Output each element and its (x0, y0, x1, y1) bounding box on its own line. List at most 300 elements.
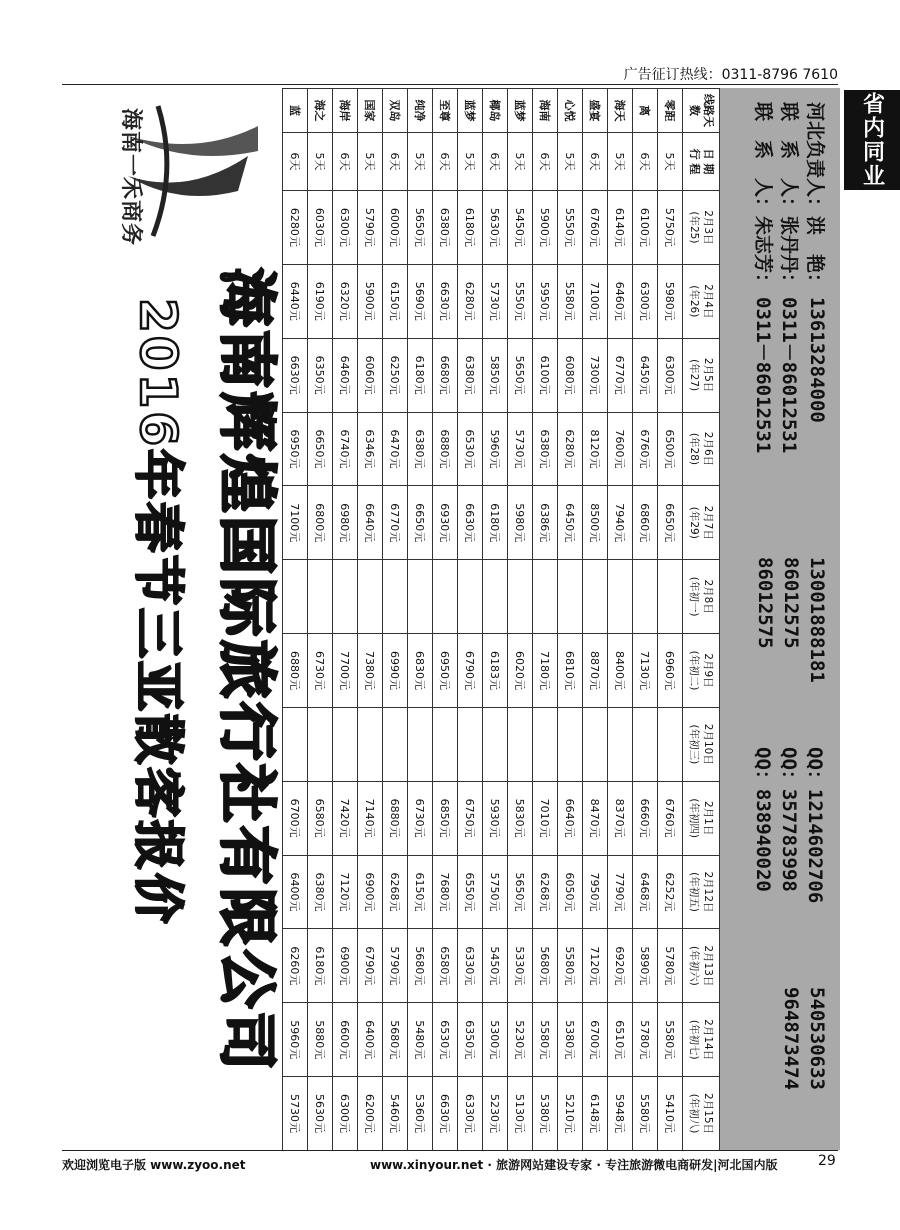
price-cell: 6330元 (458, 1077, 483, 1150)
price-cell: 6760元 (658, 781, 683, 855)
price-cell: 6830元 (408, 634, 433, 708)
price-cell: 5960元 (283, 1003, 308, 1077)
route-days: 5天 (458, 133, 483, 191)
date-header: 2月5日 (年27) (683, 338, 720, 412)
price-cell: 6183元 (483, 634, 508, 708)
price-cell: 6380元 (408, 412, 433, 486)
date-header: 2月1日 (年初四) (683, 781, 720, 855)
date-header: 2月6日 (年28) (683, 412, 720, 486)
price-cell: 6580元 (308, 781, 333, 855)
price-cell: 6190元 (308, 264, 333, 338)
logo-text: 海南一禾商务 (118, 108, 143, 247)
date-header: 2月4日 (年26) (683, 264, 720, 338)
price-cell: 7120元 (583, 929, 608, 1003)
price-cell: 6330元 (458, 929, 483, 1003)
price-cell: 6468元 (633, 855, 658, 929)
price-cell: 6960元 (658, 634, 683, 708)
price-cell: 6510元 (608, 1003, 633, 1077)
price-cell: 6386元 (533, 486, 558, 560)
price-cell: 5360元 (408, 1077, 433, 1150)
price-cell: 6350元 (458, 1003, 483, 1077)
price-cell: 5790元 (358, 191, 383, 265)
price-cell: 6950元 (283, 412, 308, 486)
price-cell: 6580元 (433, 929, 458, 1003)
price-cell: 6300元 (658, 338, 683, 412)
price-cell: 8470元 (583, 781, 608, 855)
price-cell: 6300元 (333, 191, 358, 265)
route-days: 5天 (658, 133, 683, 191)
date-header: 2月12日 (年初五) (683, 855, 720, 929)
price-cell: 6680元 (433, 338, 458, 412)
contact-qq2: 964873474 (780, 987, 802, 1090)
price-cell (533, 560, 558, 634)
price-cell: 6980元 (333, 486, 358, 560)
table-row (608, 89, 633, 1151)
price-cell: 5890元 (633, 929, 658, 1003)
price-cell: 6150元 (408, 855, 433, 929)
route-name: 纯净 (408, 89, 433, 133)
price-cell: 5450元 (483, 929, 508, 1003)
contact-name: 联 系 人：张丹丹： (778, 102, 801, 293)
price-cell: 6150元 (383, 264, 408, 338)
price-cell: 5830元 (508, 781, 533, 855)
price-cell: 6060元 (358, 338, 383, 412)
contact-name: 河北负责人：洪 艳： (804, 102, 827, 293)
price-cell: 6530元 (458, 412, 483, 486)
price-cell: 6268元 (383, 855, 408, 929)
price-cell: 7940元 (608, 486, 633, 560)
contact-mobile: 13613284000 (806, 297, 828, 423)
price-cell: 5900元 (533, 191, 558, 265)
price-cell (458, 707, 483, 781)
price-cell: 6630元 (433, 1077, 458, 1150)
price-cell: 6900元 (358, 855, 383, 929)
price-cell: 8400元 (608, 634, 633, 708)
price-cell: 6630元 (433, 264, 458, 338)
price-cell: 6770元 (383, 486, 408, 560)
route-days: 6天 (483, 133, 508, 191)
contact-row (778, 102, 804, 1090)
table-row (333, 89, 358, 1151)
price-cell: 6760元 (583, 191, 608, 265)
route-name: 零距 (658, 89, 683, 133)
price-cell: 6180元 (308, 929, 333, 1003)
price-cell: 5450元 (508, 191, 533, 265)
price-cell: 6650元 (408, 486, 433, 560)
route-name: 蓝梦 (458, 89, 483, 133)
contact-list (752, 102, 830, 1090)
price-cell: 7140元 (358, 781, 383, 855)
price-cell: 5580元 (658, 1003, 683, 1077)
price-cell: 7300元 (583, 338, 608, 412)
price-cell: 6350元 (308, 338, 333, 412)
price-cell: 5780元 (658, 929, 683, 1003)
price-cell (333, 707, 358, 781)
price-cell: 6470元 (383, 412, 408, 486)
price-cell: 6380元 (533, 412, 558, 486)
contact-phone: 13001888181 (806, 557, 828, 683)
route-days: 5天 (508, 133, 533, 191)
route-name: 蓝 (283, 89, 308, 133)
price-cell: 5130元 (508, 1077, 533, 1150)
table-row (508, 89, 533, 1151)
price-cell: 6920元 (608, 929, 633, 1003)
price-cell: 5300元 (483, 1003, 508, 1077)
route-days: 5天 (308, 133, 333, 191)
price-cell: 6268元 (533, 855, 558, 929)
price-cell: 5410元 (658, 1077, 683, 1150)
price-cell: 8370元 (608, 781, 633, 855)
date-header: 2月7日 (年29) (683, 486, 720, 560)
price-cell: 6530元 (433, 1003, 458, 1077)
price-cell: 6100元 (533, 338, 558, 412)
price-cell: 5580元 (558, 264, 583, 338)
price-cell: 6850元 (433, 781, 458, 855)
contact-name: 联 系 人：朱志芳： (752, 102, 775, 293)
price-cell: 6770元 (608, 338, 633, 412)
price-cell (608, 560, 633, 634)
price-cell: 7420元 (333, 781, 358, 855)
price-cell: 5630元 (483, 191, 508, 265)
price-cell: 5210元 (558, 1077, 583, 1150)
section-tab[interactable] (844, 90, 900, 190)
price-cell: 5948元 (608, 1077, 633, 1150)
price-cell: 5580元 (558, 929, 583, 1003)
route-name: 海岸 (333, 89, 358, 133)
title-area (62, 88, 308, 1150)
price-table (282, 88, 720, 1150)
date-header: 2月3日 (年25) (683, 191, 720, 265)
footer-website-link[interactable]: 欢迎浏览电子版 www.zyoo.net (62, 1158, 246, 1172)
price-cell: 5930元 (483, 781, 508, 855)
price-cell (458, 560, 483, 634)
route-name: 蓝梦 (508, 89, 533, 133)
contact-panel (720, 88, 840, 1150)
price-cell: 5960元 (483, 412, 508, 486)
price-cell (408, 707, 433, 781)
price-cell (558, 560, 583, 634)
price-cell: 8870元 (583, 634, 608, 708)
route-name: 心悦 (558, 89, 583, 133)
contact-phone: 86012575 (754, 557, 776, 649)
price-cell (608, 707, 633, 781)
price-cell: 5580元 (633, 1077, 658, 1150)
price-cell: 6630元 (283, 338, 308, 412)
price-cell: 6400元 (358, 1003, 383, 1077)
price-cell: 5650元 (408, 191, 433, 265)
price-cell: 6880元 (383, 781, 408, 855)
price-cell (383, 707, 408, 781)
price-cell: 6250元 (383, 338, 408, 412)
quote-subtitle: 2016年春节三亚散客报价 (129, 298, 187, 927)
price-cell: 5230元 (483, 1077, 508, 1150)
contact-mobile: 0311－86012531 (752, 297, 775, 454)
price-cell: 7130元 (633, 634, 658, 708)
price-cell (308, 707, 333, 781)
price-cell: 6700元 (583, 1003, 608, 1077)
route-days: 5天 (408, 133, 433, 191)
price-cell (358, 707, 383, 781)
price-cell: 5730元 (483, 264, 508, 338)
date-header: 2月13日 (年初六) (683, 929, 720, 1003)
route-days: 6天 (633, 133, 658, 191)
route-days: 6天 (433, 133, 458, 191)
section-tab-label: 省内同业 (859, 92, 885, 188)
price-cell: 5680元 (383, 1003, 408, 1077)
table-row (483, 89, 508, 1151)
price-cell: 7180元 (533, 634, 558, 708)
price-cell (358, 560, 383, 634)
price-cell: 6740元 (333, 412, 358, 486)
price-cell: 6300元 (333, 1077, 358, 1150)
price-cell: 5980元 (658, 264, 683, 338)
price-cell: 6650元 (308, 412, 333, 486)
price-cell: 6640元 (358, 486, 383, 560)
price-cell (658, 707, 683, 781)
price-cell: 5480元 (408, 1003, 433, 1077)
price-cell: 5730元 (508, 412, 533, 486)
price-cell: 6600元 (333, 1003, 358, 1077)
price-cell: 5950元 (533, 264, 558, 338)
price-cell (433, 560, 458, 634)
price-cell: 7120元 (333, 855, 358, 929)
table-row (558, 89, 583, 1151)
route-name: 海之 (308, 89, 333, 133)
price-cell: 5980元 (508, 486, 533, 560)
price-cell: 6880元 (283, 634, 308, 708)
route-name: 海南 (533, 89, 558, 133)
price-cell: 6200元 (358, 1077, 383, 1150)
price-cell: 6180元 (483, 486, 508, 560)
price-cell: 7700元 (333, 634, 358, 708)
contact-qq: QQ：838940020 (752, 747, 775, 892)
table-row (658, 89, 683, 1151)
price-cell (583, 707, 608, 781)
price-cell: 6400元 (283, 855, 308, 929)
price-cell: 6252元 (658, 855, 683, 929)
price-cell: 6020元 (508, 634, 533, 708)
table-row (433, 89, 458, 1151)
price-cell: 6450元 (558, 486, 583, 560)
price-cell: 6630元 (458, 486, 483, 560)
table-row (308, 89, 333, 1151)
date-header: 2月8日 (年初一) (683, 560, 720, 634)
route-days: 5天 (608, 133, 633, 191)
route-days: 5天 (558, 133, 583, 191)
table-row (533, 89, 558, 1151)
price-cell: 6380元 (458, 338, 483, 412)
table-row (458, 89, 483, 1151)
contact-row (804, 102, 830, 1090)
price-cell (383, 560, 408, 634)
price-table-box (288, 88, 720, 1150)
route-name: 至尊 (433, 89, 458, 133)
route-days: 6天 (333, 133, 358, 191)
contact-qq: QQ：357783998 (778, 747, 801, 892)
route-name: 国家 (358, 89, 383, 133)
price-cell: 6700元 (283, 781, 308, 855)
price-cell: 6300元 (633, 264, 658, 338)
route-days: 6天 (383, 133, 408, 191)
price-cell: 6460元 (608, 264, 633, 338)
price-cell: 7600元 (608, 412, 633, 486)
price-cell (308, 560, 333, 634)
date-header: 2月10日 (年初三) (683, 707, 720, 781)
price-cell: 5680元 (408, 929, 433, 1003)
price-cell: 5790元 (383, 929, 408, 1003)
price-cell (433, 707, 458, 781)
price-cell: 6460元 (333, 338, 358, 412)
price-cell (633, 707, 658, 781)
price-cell: 6810元 (558, 634, 583, 708)
price-cell: 6860元 (633, 486, 658, 560)
price-cell: 6760元 (633, 412, 658, 486)
price-cell: 7950元 (583, 855, 608, 929)
company-name: 海南辉煌国际旅行社有限公司 (213, 268, 281, 1075)
table-row (383, 89, 408, 1151)
price-cell: 5650元 (508, 855, 533, 929)
price-cell: 6380元 (308, 855, 333, 929)
price-cell: 5380元 (533, 1077, 558, 1150)
price-cell: 6140元 (608, 191, 633, 265)
price-cell: 6440元 (283, 264, 308, 338)
rotated-content (62, 88, 840, 1150)
price-cell (558, 707, 583, 781)
price-cell: 6148元 (583, 1077, 608, 1150)
price-cell: 6280元 (458, 264, 483, 338)
price-cell (583, 560, 608, 634)
route-days: 5天 (358, 133, 383, 191)
price-cell: 6260元 (283, 929, 308, 1003)
price-cell: 5650元 (508, 338, 533, 412)
contact-qq2: 540530633 (806, 987, 828, 1090)
price-cell: 5750元 (483, 855, 508, 929)
price-cell: 5460元 (383, 1077, 408, 1150)
contact-phone: 86012575 (780, 557, 802, 649)
route-name: 盛宴 (583, 89, 608, 133)
price-cell: 5230元 (508, 1003, 533, 1077)
price-cell: 5580元 (533, 1003, 558, 1077)
price-cell: 5630元 (308, 1077, 333, 1150)
rotated-canvas (62, 88, 840, 1150)
contact-mobile: 0311－86012531 (778, 297, 801, 454)
price-cell: 5550元 (558, 191, 583, 265)
price-cell: 6900元 (333, 929, 358, 1003)
page-number: 29 (818, 1153, 836, 1169)
price-cell: 6100元 (633, 191, 658, 265)
bottom-divider (62, 1150, 838, 1151)
route-name: 双岛 (383, 89, 408, 133)
price-cell: 6650元 (658, 486, 683, 560)
price-cell: 6080元 (558, 338, 583, 412)
table-row (633, 89, 658, 1151)
table-row (408, 89, 433, 1151)
price-cell: 5880元 (308, 1003, 333, 1077)
price-cell (508, 560, 533, 634)
price-cell: 5380元 (558, 1003, 583, 1077)
price-cell: 6730元 (408, 781, 433, 855)
header-route-days: 线路天数 (683, 89, 720, 133)
price-cell: 6750元 (458, 781, 483, 855)
price-cell (533, 707, 558, 781)
price-cell: 6790元 (358, 929, 383, 1003)
price-cell: 6500元 (658, 412, 683, 486)
contact-qq: QQ：1214602706 (804, 747, 827, 904)
price-cell: 5900元 (358, 264, 383, 338)
price-cell: 5850元 (483, 338, 508, 412)
price-cell: 6930元 (433, 486, 458, 560)
route-name: 离 (633, 89, 658, 133)
price-cell: 7790元 (608, 855, 633, 929)
price-cell: 6950元 (433, 634, 458, 708)
price-cell: 8500元 (583, 486, 608, 560)
price-cell: 6380元 (433, 191, 458, 265)
price-cell: 6050元 (558, 855, 583, 929)
price-cell: 6180元 (408, 338, 433, 412)
date-header: 2月9日 (年初二) (683, 634, 720, 708)
price-cell: 6320元 (333, 264, 358, 338)
table-row (358, 89, 383, 1151)
route-days: 6天 (533, 133, 558, 191)
footer-slogan: www.xinyour.net · 旅游网站建设专家 · 专注旅游微电商研发|河北国内版 (370, 1158, 778, 1172)
price-cell: 5680元 (533, 929, 558, 1003)
price-cell: 5550元 (508, 264, 533, 338)
price-cell: 6640元 (558, 781, 583, 855)
date-header: 2月14日 (年初七) (683, 1003, 720, 1077)
price-cell: 6800元 (308, 486, 333, 560)
price-cell: 5750元 (658, 191, 683, 265)
price-cell (508, 707, 533, 781)
price-cell: 5730元 (283, 1077, 308, 1150)
price-cell: 5780元 (633, 1003, 658, 1077)
contact-row (752, 102, 778, 1090)
price-cell: 7380元 (358, 634, 383, 708)
price-cell: 6280元 (558, 412, 583, 486)
price-cell: 7010元 (533, 781, 558, 855)
price-cell (658, 560, 683, 634)
route-name: 椰岛 (483, 89, 508, 133)
header-date-itinerary: 日 期 行 程 (683, 133, 720, 191)
price-cell: 6990元 (383, 634, 408, 708)
price-cell: 6000元 (383, 191, 408, 265)
price-cell: 6790元 (458, 634, 483, 708)
price-cell: 7680元 (433, 855, 458, 929)
price-cell: 6550元 (458, 855, 483, 929)
price-cell: 6280元 (283, 191, 308, 265)
date-header: 2月15日 (年初八) (683, 1077, 720, 1150)
price-cell: 6346元 (358, 412, 383, 486)
price-cell: 7100元 (583, 264, 608, 338)
price-cell (633, 560, 658, 634)
price-cell (483, 707, 508, 781)
top-divider (62, 84, 838, 85)
table-header-row (683, 89, 720, 1151)
route-days: 6天 (583, 133, 608, 191)
price-cell: 6660元 (633, 781, 658, 855)
price-cell: 7100元 (283, 486, 308, 560)
price-cell (483, 560, 508, 634)
route-name: 海天 (608, 89, 633, 133)
price-cell: 6030元 (308, 191, 333, 265)
table-row (583, 89, 608, 1151)
price-cell: 6180元 (458, 191, 483, 265)
price-cell: 5330元 (508, 929, 533, 1003)
price-cell: 6730元 (308, 634, 333, 708)
price-cell (408, 560, 433, 634)
ad-hotline: 广告征订热线：0311-8796 7610 (623, 67, 838, 83)
price-cell: 6880元 (433, 412, 458, 486)
price-cell: 6450元 (633, 338, 658, 412)
